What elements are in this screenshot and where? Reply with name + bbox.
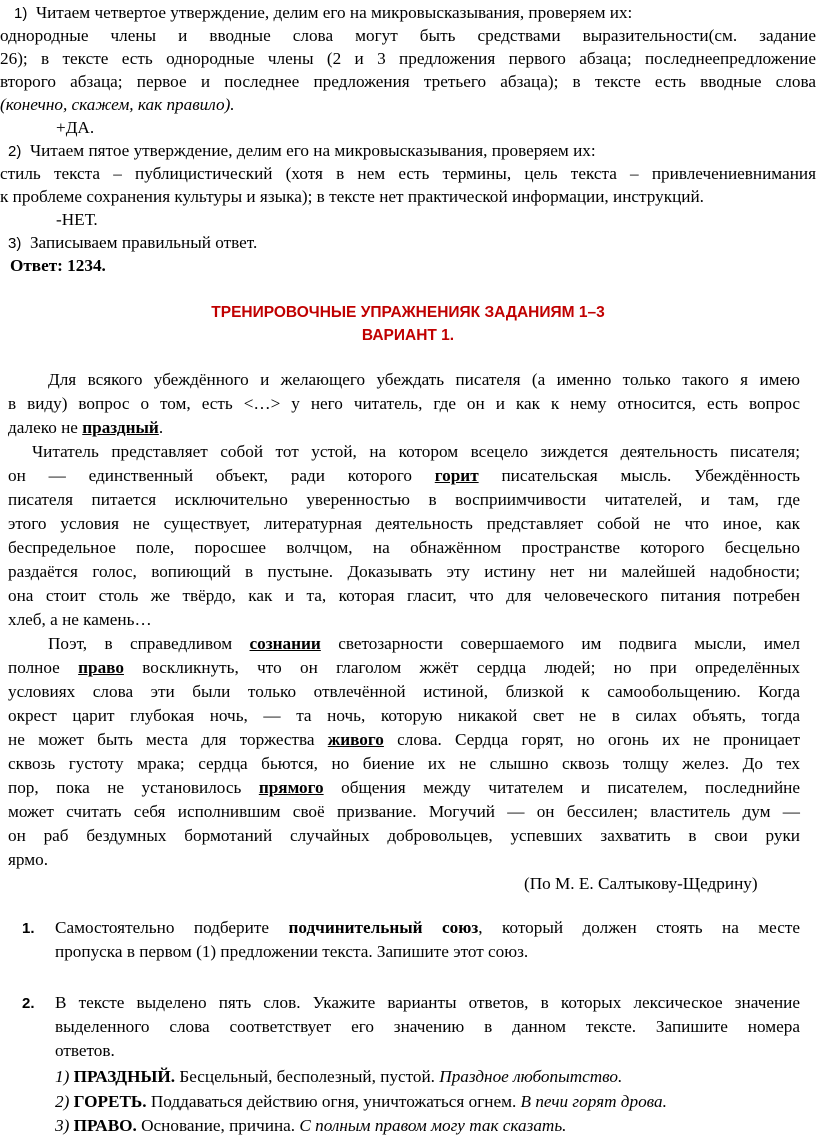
option-word: ГОРЕТЬ. — [73, 1092, 147, 1111]
task-text — [55, 917, 800, 939]
task-keyword: подчинительный союз — [288, 918, 479, 937]
text-fragment: . — [158, 418, 164, 437]
text-fragment: не может быть места для торжества — [8, 730, 328, 749]
text-line: ярмо. — [8, 850, 49, 869]
step-text: Читаем четвертое утверждение, делим его на микровысказывания, проверяем их: — [35, 3, 633, 22]
variant-heading: ВАРИАНТ 1. — [361, 327, 455, 344]
text-fragment: слова. Сердца горят, но огонь их не проницает — [383, 730, 800, 749]
text-line: сквозь густоту мрака; сердца бьются, но биение их не слышно сквозь толщу желез. До тех — [8, 754, 800, 773]
text-fragment: воскликнуть, что он глаголом жжёт сердца людей; но при определённых — [123, 658, 800, 677]
section-heading: ТРЕНИРОВОЧНЫЕ УПРАЖНЕНИЯК ЗАДАНИЯМ 1–3 — [211, 304, 605, 321]
result-no: -НЕТ. — [56, 210, 98, 229]
text-line: однородные члены и вводные слова могут быть средствами выразительности(см. задание — [0, 26, 816, 45]
text-line — [8, 657, 800, 679]
option-1 — [55, 1066, 622, 1088]
answer: Ответ: 1234. — [10, 256, 106, 275]
task-text: ответов. — [55, 1041, 115, 1060]
text-line — [8, 729, 800, 751]
option-word: ПРАЗДНЫЙ. — [73, 1067, 176, 1086]
step-number: 2) — [8, 143, 22, 160]
option-definition: Поддаваться действию огня, уничтожаться огнем. — [146, 1092, 521, 1111]
text-fragment: пор, пока не установилось — [8, 778, 259, 797]
option-definition: Основание, причина. — [136, 1116, 300, 1135]
text-line: в виду) вопрос о том, есть <…> у него читатель, где он и как к нему относится, есть вопрос — [8, 394, 800, 413]
text-line: раздаётся голос, вопиющий в пустыне. Доказывать эту истину нет ни малейшей надобности; — [8, 562, 800, 581]
highlighted-word-pryamogo: прямого — [258, 778, 324, 797]
text-line: второго абзаца; первое и последнее предложения третьего абзаца); в тексте есть вводные слова — [0, 72, 816, 91]
text-line: Для всякого убеждённого и желающего убеждать писателя (а именно только такого я имею — [48, 370, 800, 389]
text-line: 26); в тексте есть однородные члены (2 и 3 предложения первого абзаца; последнеепредложение — [0, 49, 816, 68]
task-text: пропуска в первом (1) предложении текста. Запишите этот союз. — [55, 942, 529, 961]
text-line — [48, 633, 800, 655]
result-yes: +ДА. — [56, 118, 95, 137]
text-line: окрест царит глубокая ночь, — та ночь, которую никакой свет не в силах объять, тогда — [8, 706, 800, 725]
text-line — [8, 777, 800, 799]
highlighted-word-zhivogo: живого — [327, 730, 384, 749]
option-word: ПРАВО. — [73, 1116, 137, 1135]
step-number: 3) — [8, 235, 22, 252]
step-number: 1) — [14, 5, 28, 22]
text-line: беспредельное поле, поросшее волчцом, на обнажённом пространстве которого бесцельно — [8, 538, 800, 557]
highlighted-word-gorit: горит — [434, 466, 479, 485]
highlighted-word-pravo: право — [78, 658, 124, 677]
source-attribution: (По М. Е. Салтыкову-Щедрину) — [524, 874, 758, 893]
text-line: Читатель представляет собой тот устой, на котором всецело зиждется деятельность писателя; — [32, 442, 800, 461]
text-line: хлеб, а не камень… — [8, 610, 152, 629]
step-3 — [8, 232, 257, 255]
option-3 — [55, 1115, 566, 1137]
task-text: В тексте выделено пять слов. Укажите варианты ответов, в которых лексическое значение — [55, 993, 800, 1012]
text-line: он раб бездумных бормотаний случайных добровольцев, успевших захватить в свои руки — [8, 826, 800, 845]
text-fragment: полное — [8, 658, 79, 677]
option-2 — [55, 1091, 667, 1113]
task-number: 2. — [22, 995, 35, 1012]
step-2 — [8, 140, 596, 163]
option-number: 2) — [55, 1092, 70, 1111]
text-line — [8, 417, 163, 439]
text-line: стиль текста – публицистический (хотя в нем есть термины, цель текста – привлечениевнимания — [0, 164, 816, 183]
option-example: В печи горят дрова. — [520, 1092, 667, 1111]
step-text: Записываем правильный ответ. — [29, 233, 258, 252]
text-fragment: светозарности совершаемого им подвига мысли, имел — [320, 634, 800, 653]
step-text: Читаем пятое утверждение, делим его на микровысказывания, проверяем их: — [29, 141, 596, 160]
text-fragment: он — единственный объект, ради которого — [8, 466, 435, 485]
text-line: писателя питается исключительно уверенностью в восприимчивости читателей, и там, где — [8, 490, 800, 509]
text-line — [8, 465, 800, 487]
text-fragment: Самостоятельно подберите — [55, 918, 289, 937]
text-line: условиях слова эти были только отвлечённой истиной, близкой к самообольщению. Когда — [8, 682, 800, 701]
text-fragment: писательская мысль. Убеждённость — [478, 466, 800, 485]
highlighted-word-prazdny: праздный — [82, 418, 159, 437]
option-example: Праздное любопытство. — [439, 1067, 623, 1086]
text-fragment: общения между читателем и писателем, последнийне — [323, 778, 800, 797]
text-line: этого условия не существует, литературная деятельность представляет собой не что иное, как — [8, 514, 800, 533]
text-fragment: Поэт, в справедливом — [48, 634, 250, 653]
option-example: С полным правом могу так сказать. — [299, 1116, 567, 1135]
task-text: выделенного слова соответствует его значению в данном тексте. Запишите номера — [55, 1017, 800, 1036]
text-line: к проблеме сохранения культуры и языка); в тексте нет практической информации, инструкций. — [0, 187, 704, 206]
text-line: (конечно, скажем, как правило). — [0, 95, 235, 114]
text-fragment: , который должен стоять на месте — [478, 918, 800, 937]
highlighted-word-soznanii: сознании — [249, 634, 321, 653]
text-line: может считать себя исполнившим своё призвание. Могучий — он бессилен; властитель дум — — [8, 802, 800, 821]
option-number: 1) — [55, 1067, 70, 1086]
option-definition: Бесцельный, бесполезный, пустой. — [175, 1067, 440, 1086]
option-number: 3) — [55, 1116, 70, 1135]
text-line: она стоит столь же твёрдо, как и та, которая гласит, что для человеческого питания потребен — [8, 586, 800, 605]
task-number: 1. — [22, 920, 35, 937]
text-fragment: далеко не — [8, 418, 83, 437]
step-1 — [14, 2, 632, 25]
